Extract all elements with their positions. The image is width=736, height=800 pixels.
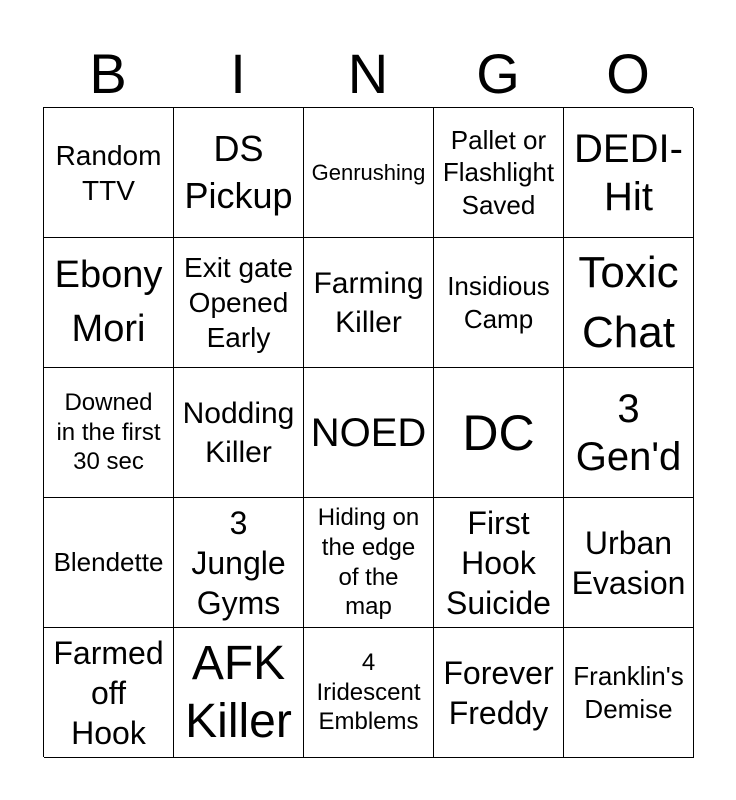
bingo-cell[interactable] xyxy=(304,368,434,498)
bingo-cell[interactable] xyxy=(174,108,304,238)
bingo-cell[interactable] xyxy=(44,238,174,368)
cell-label: First Hook Suicide xyxy=(446,504,551,621)
cell-label: Exit gate Opened Early xyxy=(184,252,293,353)
cell-label: NOED xyxy=(310,410,427,455)
cell-label: Insidious Camp xyxy=(447,271,550,334)
cell-label: Urban Evasion xyxy=(571,524,686,601)
cell-label: Farming Killer xyxy=(313,266,424,339)
bingo-cell[interactable] xyxy=(174,368,304,498)
bingo-cell[interactable] xyxy=(434,368,564,498)
cell-label: Nodding Killer xyxy=(182,396,295,469)
bingo-cell[interactable] xyxy=(174,498,304,628)
bingo-cell[interactable] xyxy=(304,498,434,628)
header-letter-g: G xyxy=(476,42,520,105)
bingo-cell[interactable] xyxy=(304,238,434,368)
cell-label: Forever Freddy xyxy=(443,654,554,731)
cell-label: Blendette xyxy=(53,547,164,578)
bingo-cell[interactable] xyxy=(174,238,304,368)
bingo-cell[interactable] xyxy=(564,238,694,368)
cell-label: AFK Killer xyxy=(185,636,292,748)
cell-label: Farmed off Hook xyxy=(53,634,164,751)
cell-label: 3 Gen'd xyxy=(575,386,682,479)
cell-label: 4 Iridescent Emblems xyxy=(316,648,421,736)
bingo-cell[interactable] xyxy=(44,498,174,628)
header-letter-i: I xyxy=(230,42,246,105)
cell-label: Hiding on the edge of the map xyxy=(317,504,420,621)
bingo-cell[interactable] xyxy=(434,628,564,758)
cell-label: 3 Jungle Gyms xyxy=(191,504,286,621)
cell-label: Random TTV xyxy=(55,139,162,206)
bingo-board xyxy=(43,107,693,757)
bingo-cell[interactable] xyxy=(564,368,694,498)
header-letter-o: O xyxy=(606,42,650,105)
bingo-cell[interactable] xyxy=(564,498,694,628)
bingo-cell[interactable] xyxy=(304,108,434,238)
header-letter-n: N xyxy=(347,42,389,105)
cell-label: DC xyxy=(462,404,535,461)
bingo-cell[interactable] xyxy=(44,368,174,498)
cell-label: Ebony Mori xyxy=(54,254,163,350)
bingo-cell[interactable] xyxy=(564,108,694,238)
bingo-cell[interactable] xyxy=(44,628,174,758)
cell-label: Franklin's Demise xyxy=(573,661,684,724)
cell-label: Genrushing xyxy=(311,159,426,185)
bingo-header xyxy=(43,40,693,108)
bingo-cell[interactable] xyxy=(44,108,174,238)
bingo-cell[interactable] xyxy=(434,108,564,238)
cell-label: Downed in the first 30 sec xyxy=(56,388,161,476)
cell-label: DEDI- Hit xyxy=(574,126,683,219)
cell-label: Toxic Chat xyxy=(578,248,679,357)
cell-label: Pallet or Flashlight Saved xyxy=(442,124,555,220)
header-letter-b: B xyxy=(89,42,127,105)
bingo-cell[interactable] xyxy=(434,238,564,368)
bingo-cell[interactable] xyxy=(174,628,304,758)
bingo-cell[interactable] xyxy=(564,628,694,758)
bingo-cell[interactable] xyxy=(434,498,564,628)
cell-label: DS Pickup xyxy=(184,127,293,216)
bingo-cell[interactable] xyxy=(304,628,434,758)
